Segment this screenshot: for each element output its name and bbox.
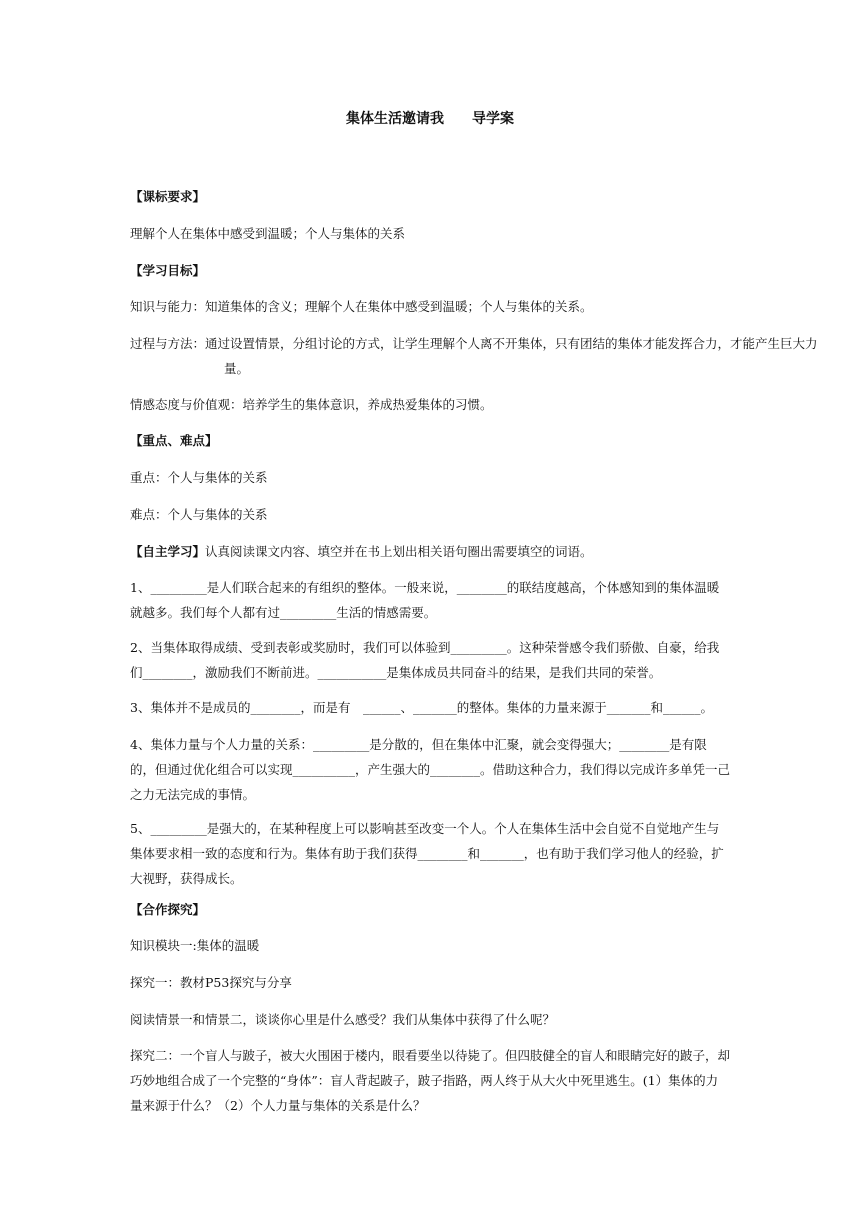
goals-heading: 【学习目标】 (130, 263, 206, 278)
goal-emotion: 情感态度与价值观：培养学生的集体意识，养成热爱集体的习惯。 (130, 397, 493, 412)
self-study-instruction: 认真阅读课文内容、填空并在书上划出相关语句圈出需要填空的词语。 (205, 544, 593, 559)
title-main: 集体生活邀请我 (346, 111, 444, 127)
explore-1-text: 阅读情景一和情景二，谈谈你心里是什么感受？我们从集体中获得了什么呢？ (130, 1012, 556, 1027)
explore-2-text: 探究二：一个盲人与跛子，被大火围困于楼内，眼看要坐以待毙了。但四肢健全的盲人和眼睛完好的跛子，却巧妙地组合成了一个完整的“身体”：盲人背起跛子，跛子指路，两人终于从大火中死里逃生。(1）集体的力量来源于什么？（2）个人力量与集体的关系是什么？ (130, 1048, 731, 1113)
goal-process: 过程与方法：通过设置情景，分组讨论的方式，让学生理解个人离不开集体，只有团结的集体才能发挥合力，才能产生巨大力量。 (130, 336, 818, 376)
goal-knowledge: 知识与能力：知道集体的含义；理解个人在集体中感受到温暖；个人与集体的关系。 (130, 299, 593, 314)
key-heading: 【重点、难点】 (130, 433, 218, 448)
question-2: 2、当集体取得成绩、受到表彰或奖励时，我们可以体验到_________。这种荣誉感令我们骄傲、自豪，给我们________，激励我们不断前进。___________是集体成员共同奋斗的结果，是我们共同的荣誉。 (130, 640, 720, 680)
question-4: 4、集体力量与个人力量的关系：_________是分散的，但在集体中汇聚，就会变得强大；________是有限的，但通过优化组合可以实现__________，产生强大的________。借助这种合力，我们得以完成许多单凭一己之力无法完成的事情。 (130, 737, 731, 802)
cooperation-heading: 【合作探究】 (130, 902, 206, 917)
self-study-line (130, 539, 730, 564)
page-title (130, 108, 730, 128)
difficult-point: 难点：个人与集体的关系 (130, 507, 268, 522)
self-study-heading: 【自主学习】 (130, 544, 206, 559)
standard-heading: 【课标要求】 (130, 189, 206, 204)
standard-text: 理解个人在集体中感受到温暖；个人与集体的关系 (130, 226, 406, 241)
key-point: 重点：个人与集体的关系 (130, 470, 268, 485)
question-1: 1、_________是人们联合起来的有组织的整体。一般来说，________的联结度越高，个体感知到的集体温暖就越多。我们每个人都有过_________生活的情感需要。 (130, 580, 720, 620)
question-5: 5、_________是强大的，在某种程度上可以影响甚至改变一个人。个人在集体生活中会自觉不自觉地产生与集体要求相一致的态度和行为。集体有助于我们获得________和_______，也有助于我们学习他人的经验，扩大视野，获得成长。 (130, 821, 724, 886)
title-sub: 导学案 (472, 111, 514, 127)
question-3: 3、集体并不是成员的________，而是有 ______、_______的整体。集体的力量来源于_______和______。 (130, 700, 713, 715)
explore-1-title: 探究一：教材P53探究与分享 (130, 975, 292, 990)
module-1-title: 知识模块一:集体的温暖 (130, 938, 260, 953)
